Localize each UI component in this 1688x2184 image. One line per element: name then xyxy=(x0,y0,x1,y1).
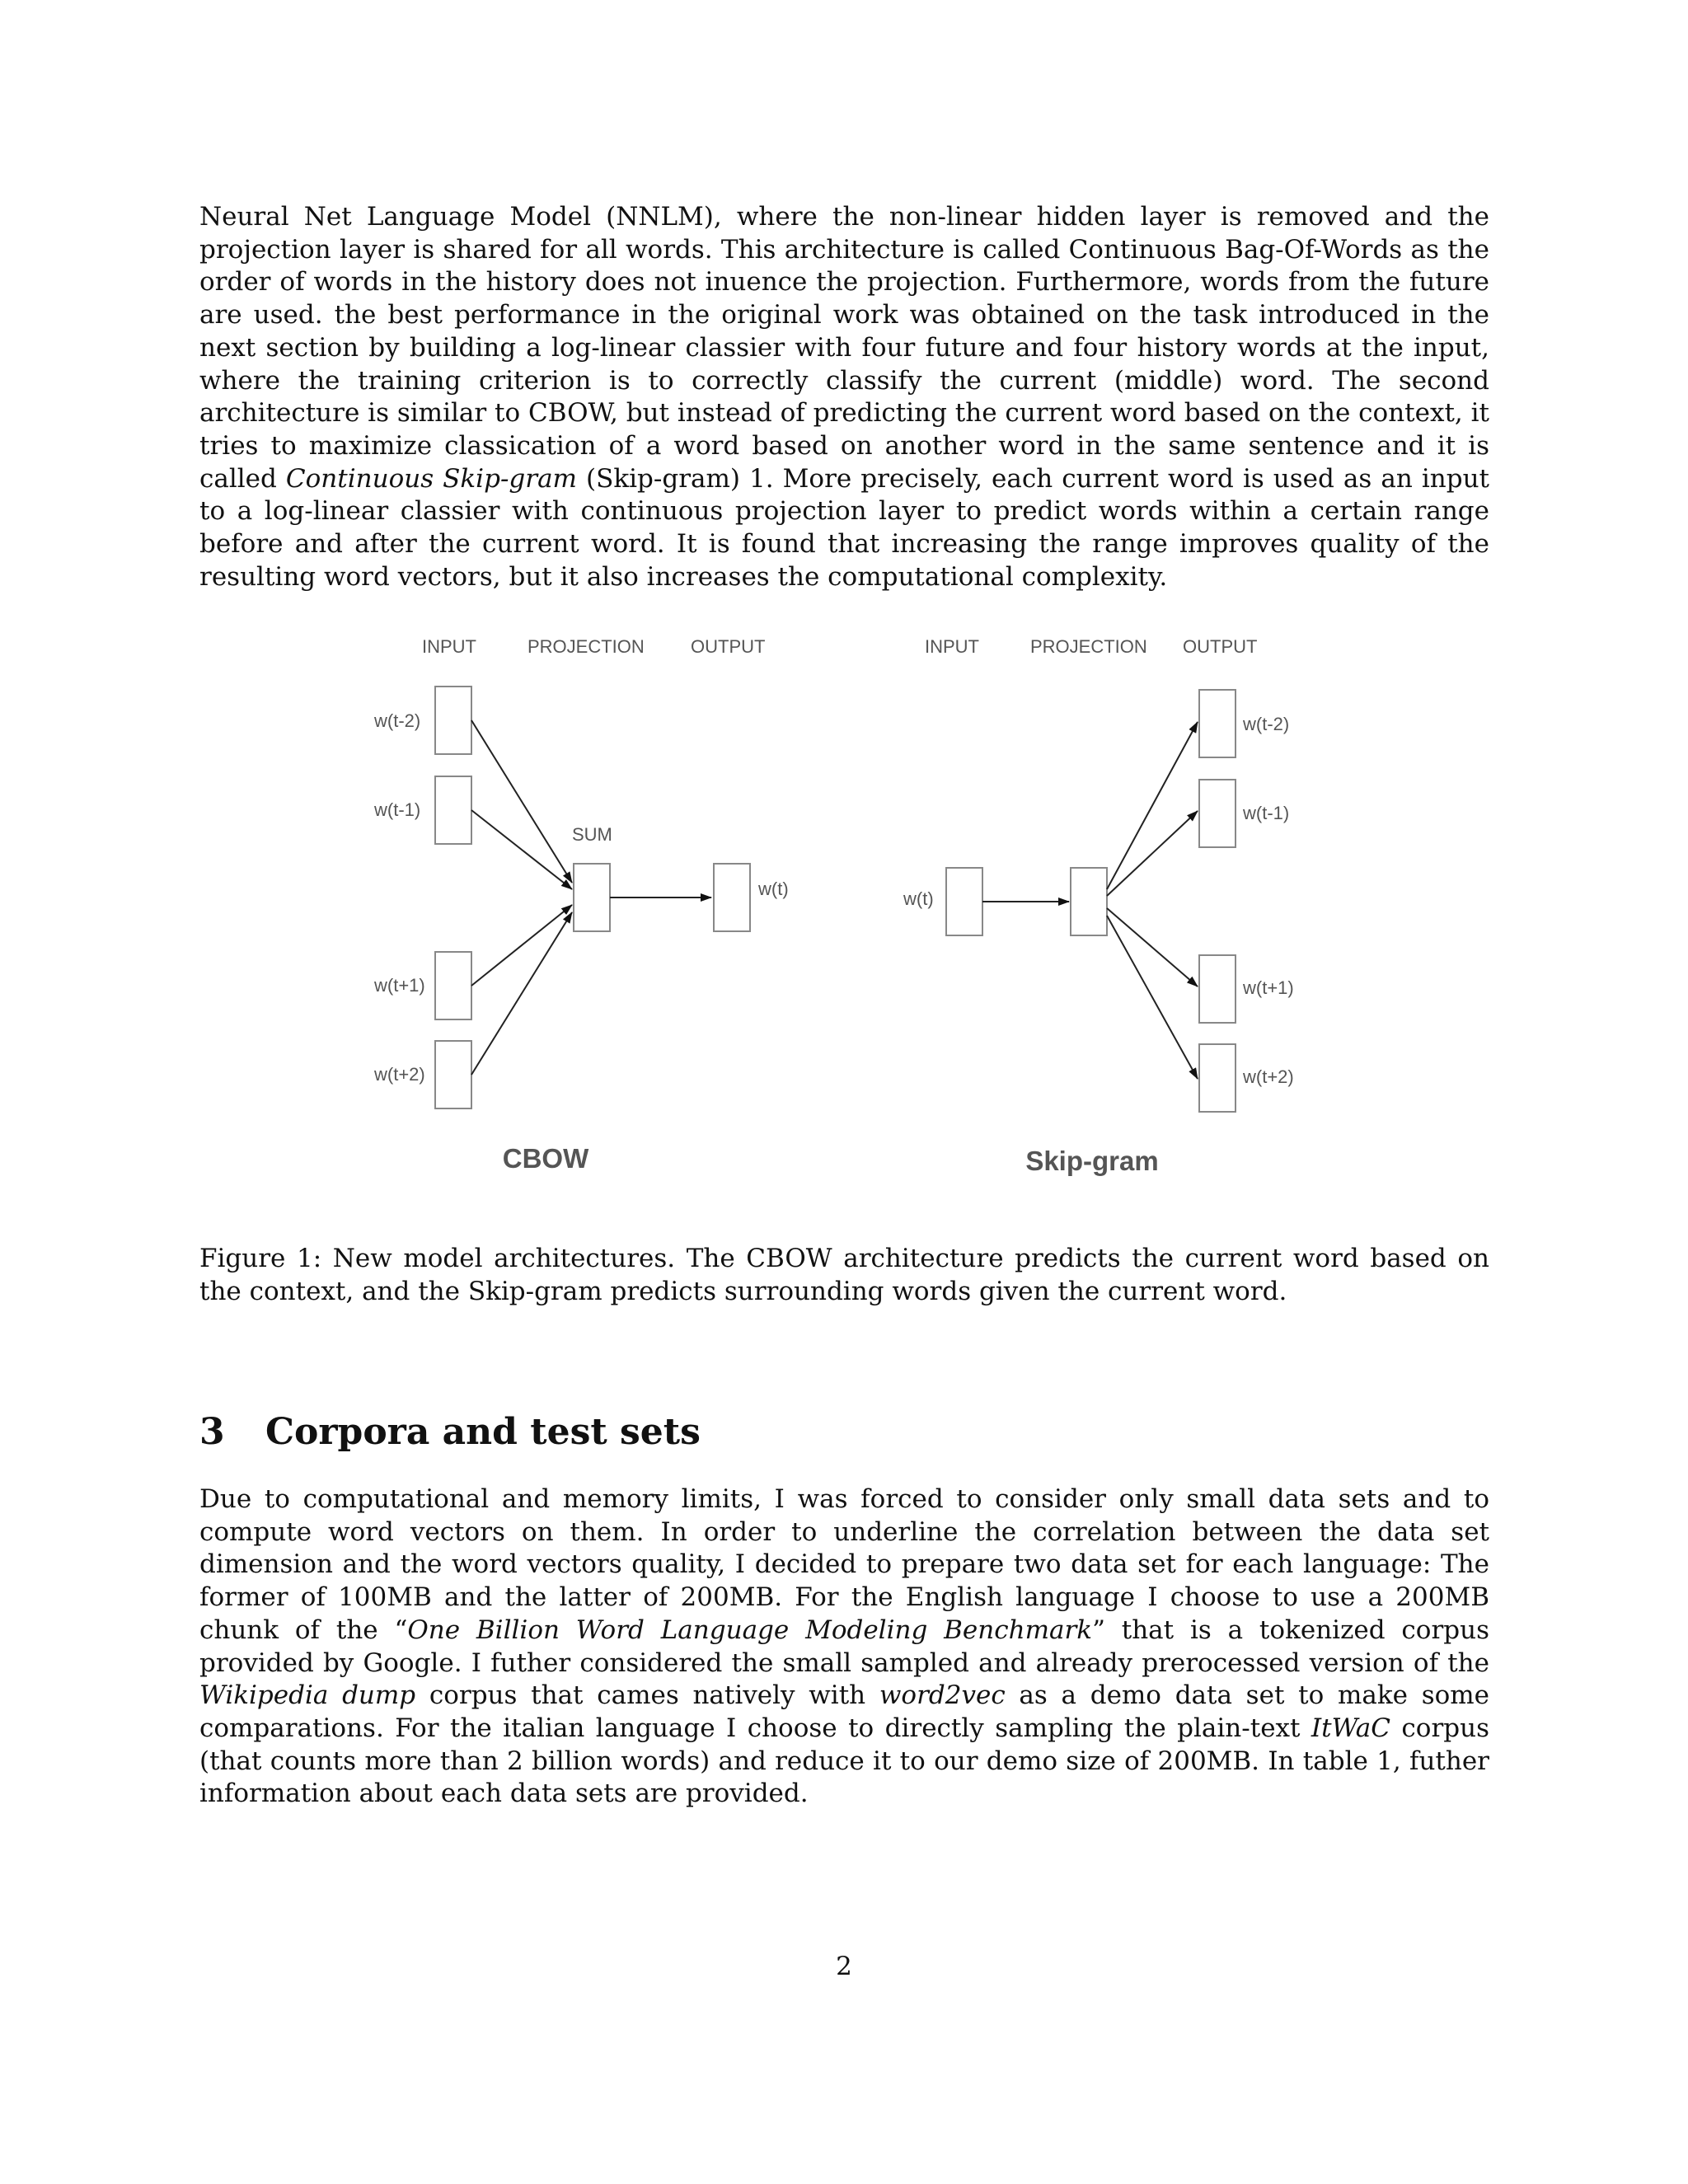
cbow-input-label: w(t+2) xyxy=(374,1064,425,1085)
paragraph-italic: Wikipedia dump xyxy=(199,1680,416,1711)
skipgram-arrow xyxy=(1107,916,1198,1079)
skipgram-output-header: OUTPUT xyxy=(1183,636,1258,657)
skipgram-output-box xyxy=(1199,780,1236,847)
cbow-title: CBOW xyxy=(502,1143,589,1174)
cbow-arrow xyxy=(471,912,572,1075)
skipgram-input-box xyxy=(946,868,982,935)
paragraph-italic: Continuous Skip-gram xyxy=(285,463,577,494)
skipgram-output-box xyxy=(1199,1044,1236,1112)
cbow-input-box xyxy=(435,776,471,844)
cbow-input-label: w(t-1) xyxy=(374,799,421,820)
cbow-input-label: w(t-2) xyxy=(374,710,421,731)
page-number: 2 xyxy=(836,1952,852,1981)
cbow-arrow xyxy=(471,905,572,986)
cbow-input-label: w(t+1) xyxy=(374,975,425,996)
section-heading xyxy=(199,1411,701,1453)
paragraph-italic: word2vec xyxy=(879,1680,1006,1711)
cbow-input-header: INPUT xyxy=(422,636,476,657)
cbow-output-label: w(t) xyxy=(758,879,789,899)
architecture-diagram xyxy=(346,622,1335,1199)
section-number: 3 xyxy=(199,1411,225,1453)
skipgram-output-box xyxy=(1199,955,1236,1023)
paragraph-italic: One Billion Word Language Modeling Benchmark xyxy=(407,1615,1093,1645)
skipgram-output-label: w(t+1) xyxy=(1243,977,1294,998)
cbow-sum-label: SUM xyxy=(572,824,612,845)
cbow-input-box xyxy=(435,1041,471,1108)
section-title: Corpora and test sets xyxy=(265,1411,701,1453)
skipgram-output-label: w(t-2) xyxy=(1243,714,1290,734)
cbow-output-box xyxy=(714,864,750,931)
cbow-projection-header: PROJECTION xyxy=(528,636,645,657)
skipgram-arrow xyxy=(1107,908,1198,987)
cbow-projection-box xyxy=(574,864,610,931)
skipgram-title: Skip-gram xyxy=(1025,1146,1159,1176)
paragraph-text: ” that is a tokenized corpus provided by Google. I futher considered the small sampled and already prerocessed version of the xyxy=(199,1615,1489,1678)
skipgram-arrow xyxy=(1107,722,1198,889)
skipgram-input-header: INPUT xyxy=(925,636,979,657)
skipgram-output-label: w(t+2) xyxy=(1243,1066,1294,1087)
skipgram-projection-box xyxy=(1071,868,1107,935)
paragraph-corpora xyxy=(199,1483,1489,1811)
skipgram-output-label: w(t-1) xyxy=(1243,803,1290,823)
paragraph-text: (Skip-gram) 1. More precisely, each current word is used as an input to a log-linear classier with continuous projection layer to predict words within a certain range before and after the current word. It is found that increasing the range improves quality of the resulting word vectors, but it also increases the computational complexity. xyxy=(199,463,1490,592)
cbow-arrow xyxy=(471,720,572,883)
paragraph-text: Neural Net Language Model (NNLM), where the non-linear hidden layer is removed and the projection layer is shared for all words. This architecture is called Continuous Bag-Of-Words as the order of words in the history does not inuence the projection. Furthermore, words from the future are used. the best performance in the original work was obtained on the task introduced in the next section by building a log-linear classier with four future and four history words at the input, where the training criterion is to correctly classify the current (middle) word. The second architecture is similar to CBOW, but instead of predicting the current word based on the context, it tries to maximize classication of a word based on another word in the same sentence and it is called xyxy=(199,202,1489,494)
figure-caption: Figure 1: New model architectures. The CBOW architecture predicts the current word based on the context, and the Skip-gram predicts surrounding words given the current word. xyxy=(199,1244,1489,1306)
paragraph-text: corpus that cames natively with xyxy=(415,1680,879,1711)
skipgram-output-box xyxy=(1199,690,1236,757)
cbow-input-box xyxy=(435,952,471,1019)
skipgram-arrow xyxy=(1107,811,1198,896)
paragraph-italic: ItWaC xyxy=(1311,1713,1390,1743)
figure-model-architectures xyxy=(346,622,1335,1199)
cbow-arrow xyxy=(471,810,572,889)
cbow-input-box xyxy=(435,687,471,754)
skipgram-input-label: w(t) xyxy=(903,888,934,909)
cbow-output-header: OUTPUT xyxy=(691,636,766,657)
skipgram-projection-header: PROJECTION xyxy=(1030,636,1147,657)
paragraph-text: as a demo data set to make some comparations. For the italian language I choose to directly sampling the plain-text xyxy=(199,1680,1490,1743)
paragraph-text: corpus (that counts more than 2 billion words) and reduce it to our demo size of 200MB. In table 1, futher information about each data sets are provided. xyxy=(199,1713,1489,1809)
paragraph-text: Due to computational and memory limits, I was forced to consider only small data sets and to compute word vectors on them. In order to underline the correlation between the data set dimension and the word vectors quality, I decided to prepare two data set for each language: The former of 100MB and the latter of 200MB. For the English language I choose to use a 200MB chunk of the “ xyxy=(199,1484,1489,1645)
paragraph-architectures xyxy=(199,201,1489,593)
